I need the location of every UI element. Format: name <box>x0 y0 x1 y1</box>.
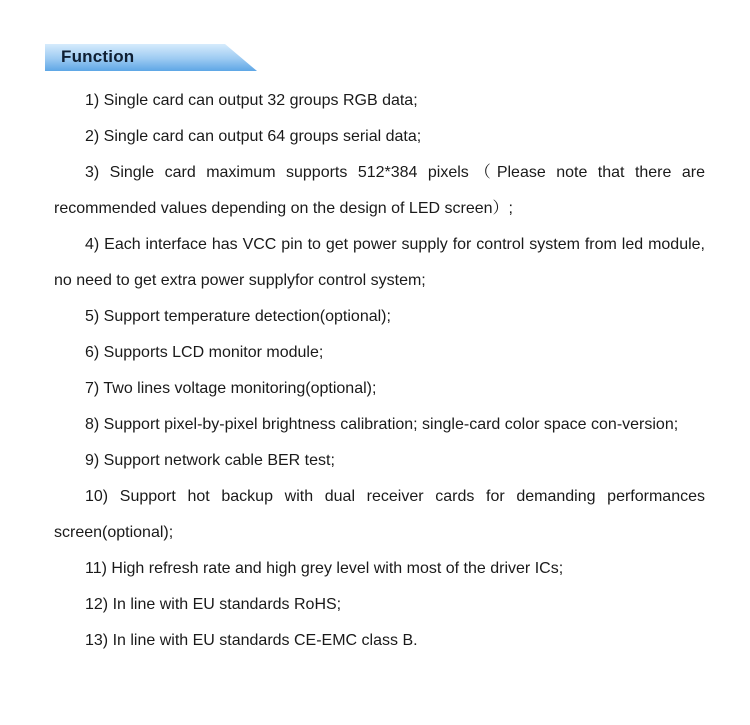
section-header <box>45 44 257 71</box>
list-item: 11) High refresh rate and high grey level with most of the driver ICs; <box>85 560 564 577</box>
list-item: 1) Single card can output 32 groups RGB data; <box>85 92 418 109</box>
section-title: Function <box>61 47 135 66</box>
list-item: 5) Support temperature detection(optional); <box>85 308 391 325</box>
list-item: 8) Support pixel-by-pixel brightness calibration; single-card color space con-version; <box>85 416 679 433</box>
list-item: 2) Single card can output 64 groups serial data; <box>85 128 422 145</box>
list-item: 12) In line with EU standards RoHS; <box>85 596 342 613</box>
list-item: 6) Supports LCD monitor module; <box>85 344 324 361</box>
list-item: 4) Each interface has VCC pin to get power supply for control system from led module, no need to get extra power supplyfor control system; <box>54 236 705 289</box>
list-item: 7) Two lines voltage monitoring(optional); <box>85 380 377 397</box>
list-item: 3) Single card maximum supports 512*384 pixels（Please note that there are recommended values depending on the design of LED screen）; <box>54 164 705 217</box>
function-list <box>54 83 705 659</box>
list-item: 13) In line with EU standards CE-EMC class B. <box>85 632 418 649</box>
list-item: 10) Support hot backup with dual receiver cards for demanding performances screen(optional); <box>54 488 705 541</box>
list-item: 9) Support network cable BER test; <box>85 452 335 469</box>
